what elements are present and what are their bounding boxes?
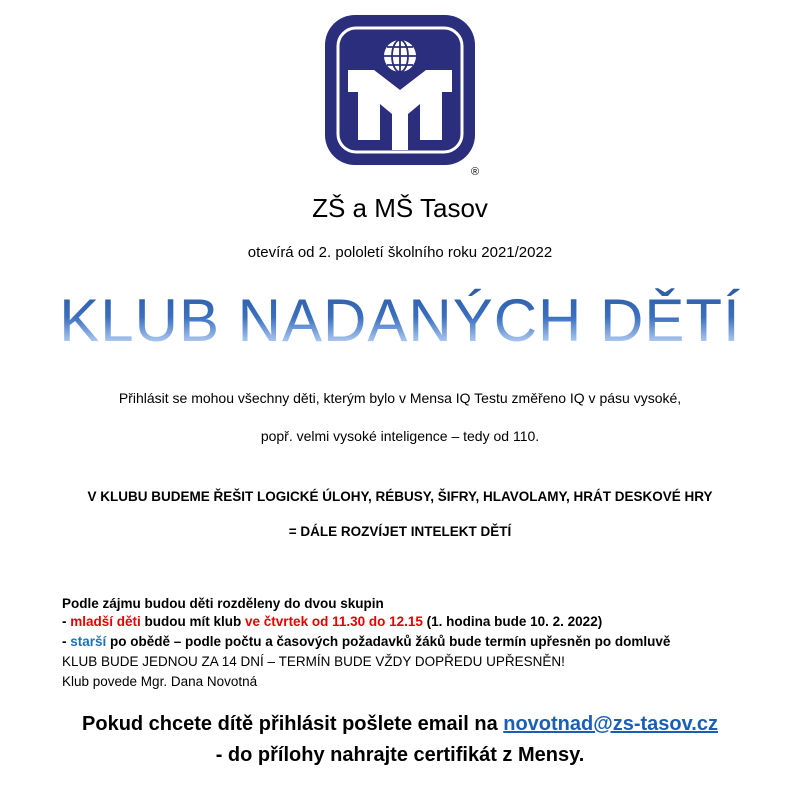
intro-line-2: popř. velmi vysoké inteligence – tedy od 110. <box>260 428 540 444</box>
older-group-line <box>62 631 670 652</box>
younger-note: (1. hodina bude 10. 2. 2022) <box>422 614 603 629</box>
activities-line-2: = DÁLE ROZVÍJET INTELEKT DĚTÍ <box>288 524 512 539</box>
registered-mark: ® <box>471 166 480 176</box>
younger-time: ve čtvrtek od 11.30 do 12.15 <box>245 614 423 629</box>
younger-group-line <box>62 611 602 632</box>
younger-mid: budou mít klub <box>140 614 246 629</box>
younger-dash: - <box>62 614 71 629</box>
leader-note: Klub povede Mgr. Dana Novotná <box>62 674 258 689</box>
attachment-note: - do přílohy nahrajte certifikát z Mensy. <box>215 744 585 766</box>
groups-note: Podle zájmu budou děti rozděleny do dvou skupin <box>62 596 384 611</box>
mensa-logo <box>322 12 484 176</box>
older-label: starší <box>70 634 107 649</box>
opening-note: otevírá od 2. pololetí školního roku 2021/2022 <box>247 244 553 261</box>
activities-line-1: V KLUBU BUDEME ŘEŠIT LOGICKÉ ÚLOHY, RÉBUSY, ŠIFRY, HLAVOLAMY, HRÁT DESKOVÉ HRY <box>87 489 713 504</box>
frequency-note: KLUB BUDE JEDNOU ZA 14 DNÍ – TERMÍN BUDE VŽDY DOPŘEDU UPŘESNĚN! <box>62 654 565 669</box>
older-dash: - <box>62 634 71 649</box>
older-text: po obědě – podle počtu a časových požadavků žáků bude termín upřesněn po domluvě <box>106 634 671 649</box>
club-title: KLUB NADANÝCH DĚTÍ <box>0 286 800 355</box>
email-link[interactable]: novotnad@zs-tasov.cz <box>503 713 718 735</box>
contact-line <box>0 713 800 736</box>
intro-line-1: Přihlásit se mohou všechny děti, kterým bylo v Mensa IQ Testu změřeno IQ v pásu vysoké, <box>118 390 682 406</box>
contact-text: Pokud chcete dítě přihlásit pošlete email na <box>82 713 504 735</box>
school-name: ZŠ a MŠ Tasov <box>312 193 488 223</box>
younger-label: mladší děti <box>70 614 141 629</box>
